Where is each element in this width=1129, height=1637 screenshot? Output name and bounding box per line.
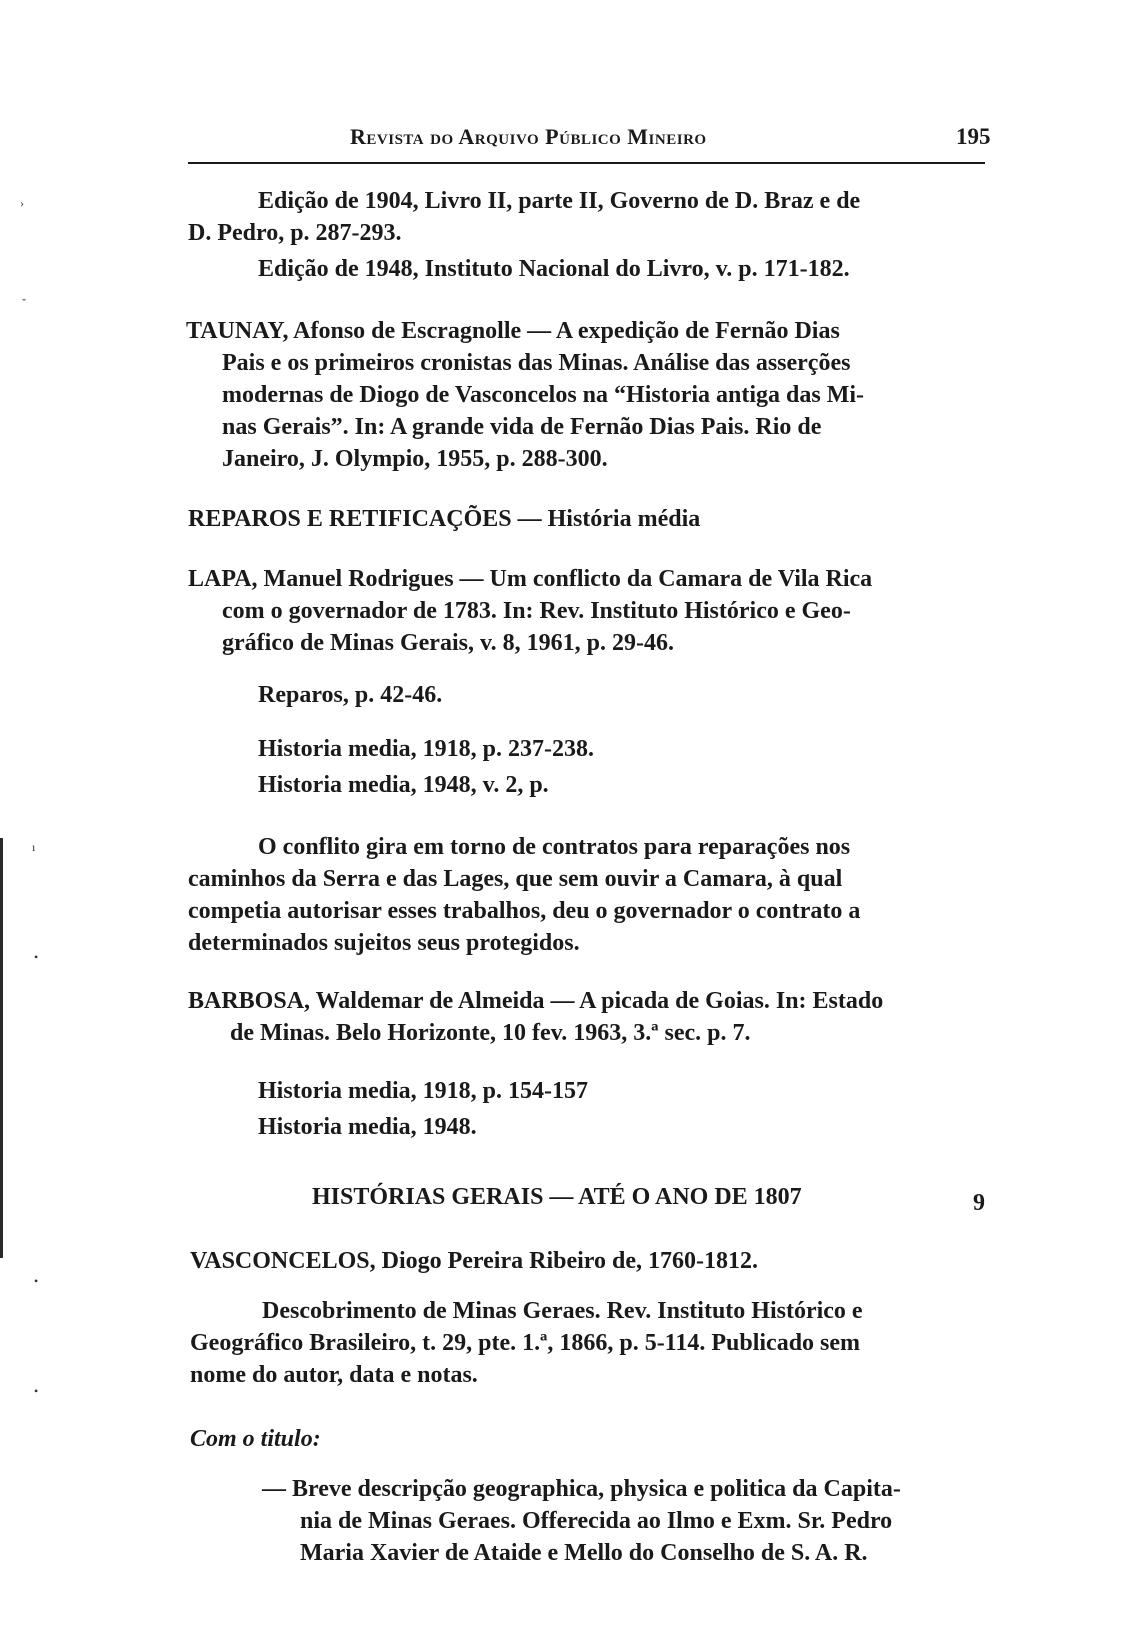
margin-mark: •	[34, 1384, 39, 1398]
text-line: Pais e os primeiros cronistas das Minas. Análise das asserções	[222, 350, 851, 376]
text-line: LAPA, Manuel Rodrigues — Um conflicto da Camara de Vila Rica	[188, 566, 873, 592]
text-line: nome do autor, data e notas.	[190, 1362, 478, 1388]
running-title: Revista do Arquivo Público Mineiro	[350, 124, 707, 149]
text-line: D. Pedro, p. 287-293.	[188, 220, 402, 246]
section-heading: REPAROS E RETIFICAÇÕES — História média	[188, 506, 701, 532]
text-line: determinados sujeitos seus protegidos.	[188, 930, 580, 956]
text-line: Geográfico Brasileiro, t. 29, pte. 1.ª, 1866, p. 5-114. Publicado sem	[190, 1330, 861, 1356]
text-line: Janeiro, J. Olympio, 1955, p. 288-300.	[222, 446, 608, 472]
text-line: Edição de 1948, Instituto Nacional do Livro, v. p. 171-182.	[258, 256, 850, 282]
text-line: Historia media, 1948, v. 2, p.	[258, 772, 549, 798]
text-line: Historia media, 1918, p. 237-238.	[258, 736, 594, 762]
margin-mark: •	[34, 1274, 39, 1288]
header-rule	[188, 162, 985, 164]
text-line: com o governador de 1783. In: Rev. Instituto Histórico e Geo-	[222, 598, 851, 624]
text-line: Descobrimento de Minas Geraes. Rev. Instituto Histórico e	[262, 1298, 863, 1324]
text-line: Edição de 1904, Livro II, parte II, Governo de D. Braz e de	[258, 188, 861, 214]
text-line: O conflito gira em torno de contratos para reparações nos	[258, 834, 851, 860]
text-line: nas Gerais”. In: A grande vida de Fernão Dias Pais. Rio de	[222, 414, 822, 440]
text-line: BARBOSA, Waldemar de Almeida — A picada de Goias. In: Estado	[188, 988, 884, 1014]
italic-subheading: Com o titulo:	[190, 1426, 321, 1452]
text-line: de Minas. Belo Horizonte, 10 fev. 1963, 3.ª sec. p. 7.	[230, 1020, 751, 1046]
text-line: gráfico de Minas Gerais, v. 8, 1961, p. 29-46.	[222, 630, 674, 656]
page-number: 195	[956, 124, 991, 149]
section-heading: HISTÓRIAS GERAIS — ATÉ O ANO DE 1807	[312, 1184, 802, 1210]
text-line: nia de Minas Geraes. Offerecida ao Ilmo e Exm. Sr. Pedro	[300, 1508, 893, 1534]
margin-mark: •	[34, 950, 39, 964]
text-line: — Breve descripção geographica, physica e politica da Capita-	[262, 1476, 901, 1502]
margin-mark: ›	[20, 196, 24, 210]
text-line: caminhos da Serra e das Lages, que sem ouvir a Camara, à qual	[188, 866, 843, 892]
section-number: 9	[973, 1190, 985, 1216]
text-line: TAUNAY, Afonso de Escragnolle — A expedição de Fernão Dias	[186, 318, 840, 344]
text-line: Reparos, p. 42-46.	[258, 682, 443, 708]
text-line: Maria Xavier de Ataide e Mello do Conselho de S. A. R.	[300, 1540, 868, 1566]
text-line: VASCONCELOS, Diogo Pereira Ribeiro de, 1760-1812.	[190, 1248, 758, 1274]
margin-mark: ı	[32, 840, 36, 854]
page-edge-shadow	[0, 838, 3, 1258]
text-line: Historia media, 1948.	[258, 1114, 477, 1140]
text-line: modernas de Diogo de Vasconcelos na “Historia antiga das Mi-	[222, 382, 865, 408]
text-line: competia autorisar esses trabalhos, deu o governador o contrato a	[188, 898, 861, 924]
text-line: Historia media, 1918, p. 154-157	[258, 1078, 588, 1104]
margin-mark: ˇ	[22, 296, 26, 310]
